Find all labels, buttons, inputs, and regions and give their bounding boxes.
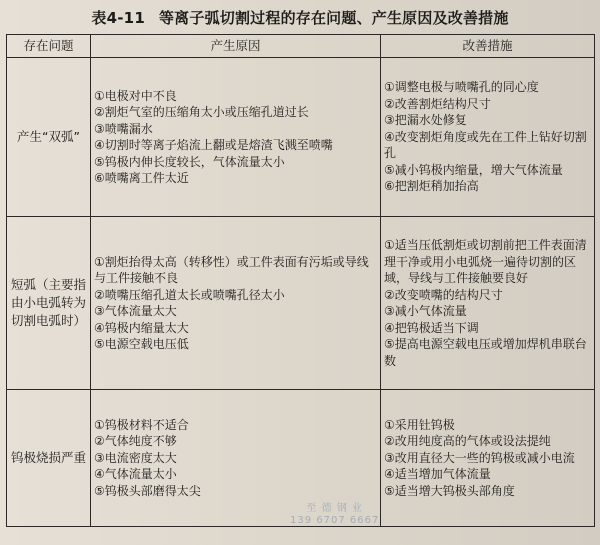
cause-item: ②气体纯度不够 bbox=[94, 434, 177, 449]
cause-item: ④钨极内缩量太大 bbox=[94, 320, 189, 335]
header-row bbox=[7, 35, 595, 58]
measure-item: ①调整电极与喷嘴孔的同心度 bbox=[384, 80, 539, 95]
measure-item: ③改用直径大一些的钨极或减小电流 bbox=[384, 450, 575, 465]
measure-item: ⑤减小钨极内缩量，增大气体流量 bbox=[384, 162, 563, 177]
problem-cell: 短弧（主要指由小电弧转为切割电弧时） bbox=[7, 217, 91, 390]
measure-item: ①适当压低割炬或切割前把工件表面清理干净或用小电弧烧一遍待切割的区域，导线与工件接触要良好 bbox=[384, 238, 587, 285]
cause-item: ①割炬抬得太高（转移性）或工件表面有污垢或导线与工件接触不良 bbox=[94, 254, 369, 285]
watermark bbox=[290, 503, 379, 527]
watermark-phone: 139 6707 6667 bbox=[290, 515, 380, 526]
causes-cell bbox=[91, 58, 381, 217]
cause-item: ⑤钨极头部磨得太尖 bbox=[94, 483, 201, 498]
measures-cell bbox=[381, 58, 595, 217]
measure-item: ④适当增加气体流量 bbox=[384, 467, 491, 482]
measure-item: ①采用钍钨极 bbox=[384, 417, 455, 432]
cause-item: ③喷嘴漏水 bbox=[94, 121, 153, 136]
header-measure: 改善措施 bbox=[381, 35, 595, 58]
cause-item: ①钨极材料不适合 bbox=[94, 417, 189, 432]
measure-item: ⑤适当增大钨极头部角度 bbox=[384, 483, 515, 498]
table-row bbox=[7, 217, 595, 390]
measures-cell bbox=[381, 390, 595, 527]
cause-item: ③电流密度太大 bbox=[94, 450, 177, 465]
header-cause: 产生原因 bbox=[91, 35, 381, 58]
measure-item: ③减小气体流量 bbox=[384, 304, 467, 318]
measure-item: ④改变割炬角度或先在工件上钻好切割孔 bbox=[384, 129, 587, 161]
table-number: 表4-11 bbox=[91, 9, 145, 27]
measure-item: ②改变喷嘴的结构尺寸 bbox=[384, 287, 503, 302]
measure-item: ④把钨极适当下调 bbox=[384, 320, 479, 335]
cause-item: ⑤电源空载电压低 bbox=[94, 337, 189, 351]
measure-item: ③把漏水处修复 bbox=[384, 113, 467, 128]
measure-item: ②改用纯度高的气体或设法提纯 bbox=[384, 434, 551, 449]
cause-item: ③气体流量太大 bbox=[94, 304, 177, 318]
cause-item: ①电极对中不良 bbox=[94, 88, 177, 103]
watermark-company: 至 德 钢 业 bbox=[306, 503, 363, 514]
cause-item: ④气体流量太小 bbox=[94, 467, 177, 482]
measure-item: ②改善割炬结构尺寸 bbox=[384, 96, 491, 111]
cause-item: ④切割时等离子焰流上翻或是熔渣飞溅至喷嘴 bbox=[94, 138, 333, 152]
table-title bbox=[0, 8, 600, 28]
cause-item: ⑤钨极内伸长度较长，气体流量太小 bbox=[94, 154, 285, 169]
table-title-text: 等离子弧切割过程的存在问题、产生原因及改善措施 bbox=[158, 9, 509, 27]
problem-cell: 钨极烧损严重 bbox=[7, 390, 91, 527]
measure-item: ⑥把割炬稍加抬高 bbox=[384, 179, 479, 194]
cause-item: ②割炬气室的压缩角太小或压缩孔道过长 bbox=[94, 105, 309, 119]
problem-cause-measure-table bbox=[6, 34, 595, 527]
measures-cell bbox=[381, 217, 595, 390]
measure-item: ⑤提高电源空载电压或增加焊机串联台数 bbox=[384, 337, 587, 368]
header-problem: 存在问题 bbox=[7, 35, 91, 58]
cause-item: ⑥喷嘴离工件太近 bbox=[94, 171, 189, 185]
cause-item: ②喷嘴压缩孔道太长或喷嘴孔径太小 bbox=[94, 287, 285, 302]
table-row bbox=[7, 58, 595, 217]
problem-cell: 产生“双弧” bbox=[7, 58, 91, 217]
causes-cell bbox=[91, 217, 381, 390]
